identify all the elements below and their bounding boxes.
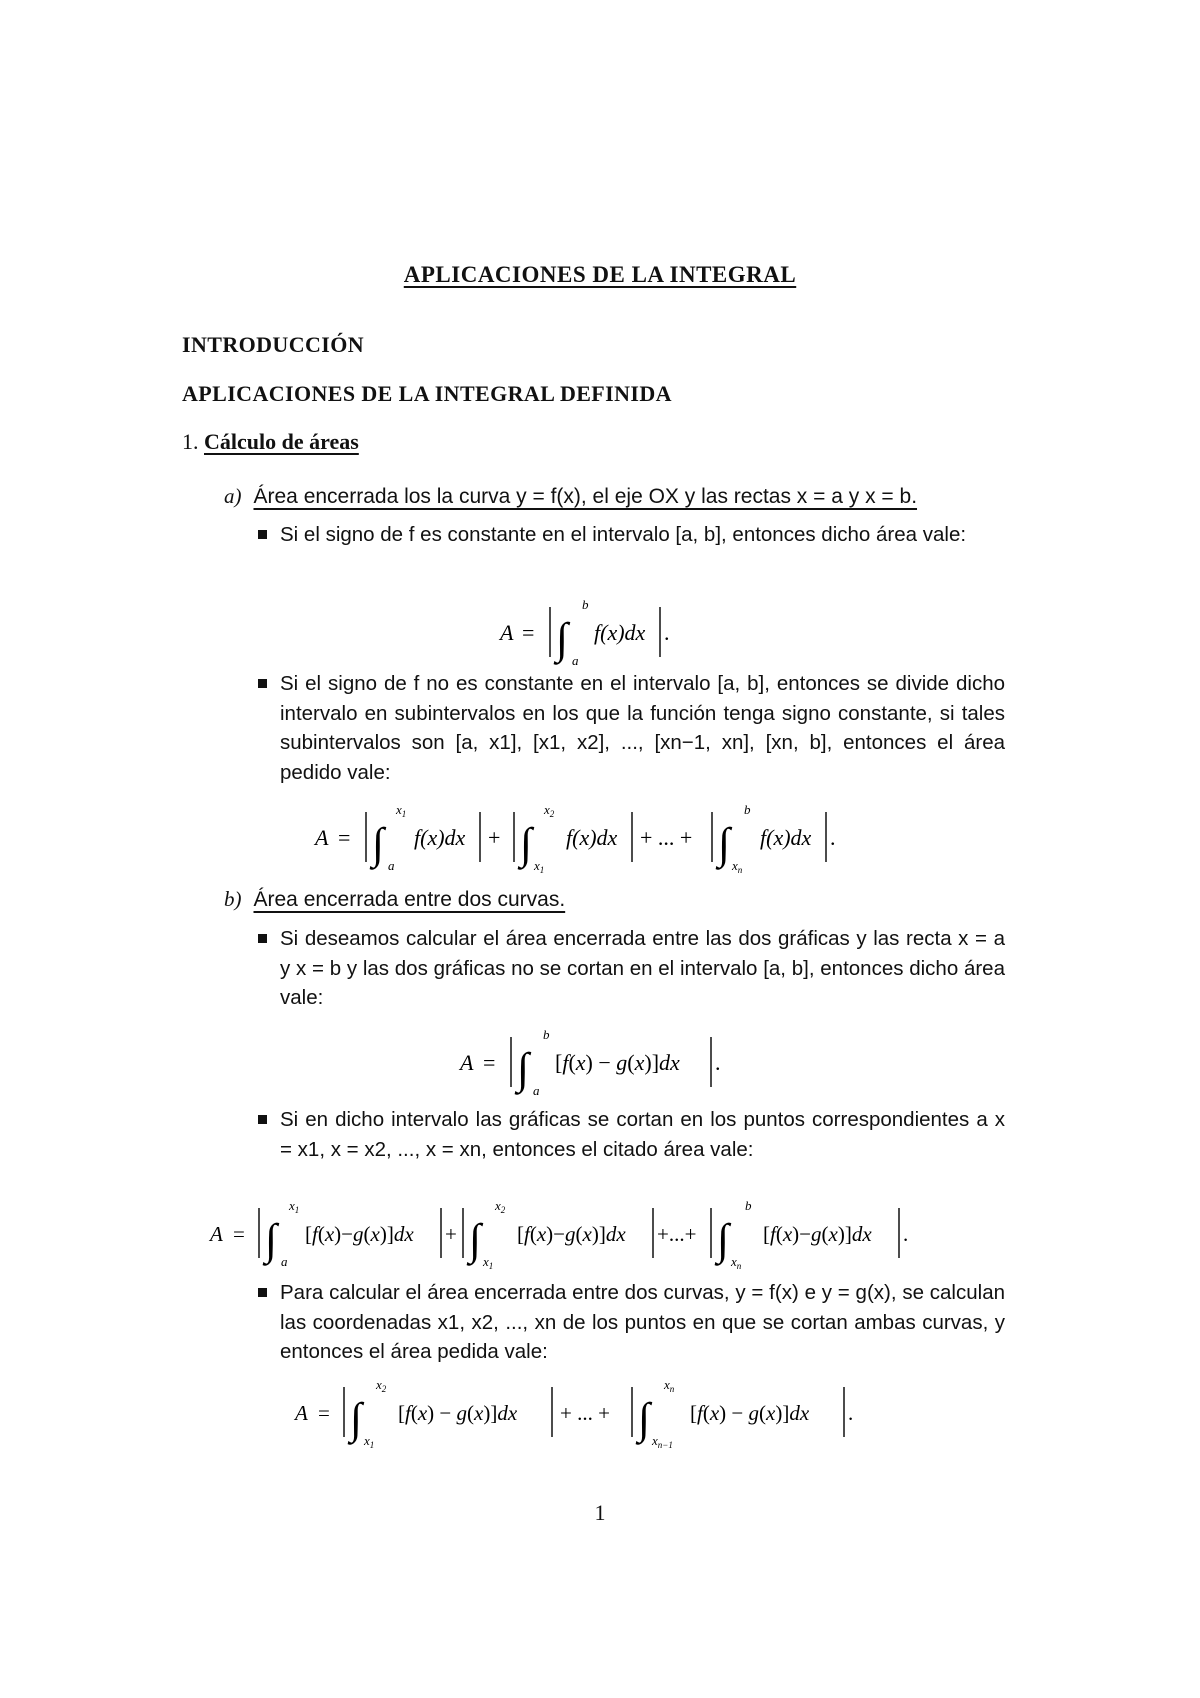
- svg-text:∫: ∫: [520, 819, 533, 868]
- section-title: Cálculo de áreas: [204, 429, 359, 454]
- svg-text:b: b: [582, 597, 589, 612]
- formula-4: [0, 1196, 1200, 1276]
- svg-text:xn−1: $x_{n-1}$: [652, 1433, 673, 1450]
- svg-text:+ ... +: + ... +: [560, 1401, 610, 1425]
- svg-text:∫: ∫: [638, 1394, 651, 1443]
- bullet-a2: Si el signo de f no es constante en el intervalo [a, b], entonces se divide dicho intervalo en subintervalos en los que la función tenga signo constante, si tales subintervalos son [a, x1], [x1, x2], ..., [xn−1, xn], [xn, b], entonces el área pedido vale:: [280, 669, 1005, 787]
- svg-text:x1: $x_1$: [289, 1198, 300, 1215]
- svg-text:=: =: [338, 825, 351, 850]
- subsection-a: [224, 484, 917, 509]
- svg-text:+: +: [445, 1222, 457, 1246]
- document-title: APLICACIONES DE LA INTEGRAL: [403, 262, 797, 287]
- svg-text:A: A: [295, 1401, 308, 1425]
- svg-text:b: b: [543, 1027, 550, 1042]
- svg-text:.: .: [664, 620, 670, 645]
- svg-text:A: A: [210, 1222, 223, 1246]
- svg-text:a: a: [572, 653, 579, 668]
- svg-text:∫: ∫: [718, 819, 731, 868]
- svg-text:x2: $x_2$: [544, 802, 555, 819]
- bullet-a1: Si el signo de f es constante en el intervalo [a, b], entonces dicho área vale:: [280, 520, 1005, 550]
- formula-3: [0, 1025, 1200, 1105]
- subsection-b-label: b): [224, 887, 242, 911]
- svg-text:x1: $x_1$: [396, 802, 407, 819]
- svg-text:x1: $x_1$: [534, 858, 545, 875]
- svg-text:a: a: [533, 1083, 540, 1098]
- formula-1: [0, 595, 1200, 675]
- svg-text:f(x)dx: f(x)dx: [566, 825, 618, 850]
- bullet-b3: Para calcular el área encerrada entre dos curvas, y = f(x) e y = g(x), se calculan las coordenadas x1, x2, ..., xn de los puntos en que se cortan ambas curvas, y entonces el área pedida vale:: [280, 1278, 1005, 1367]
- svg-text:xn: $x_n$: [732, 858, 743, 875]
- svg-text:[f(x)−g(x)]dx: [f(x)−g(x)]dx: [517, 1222, 626, 1246]
- formula-2: [0, 800, 1200, 880]
- subsection-b: [224, 887, 565, 912]
- svg-text:a: a: [388, 858, 395, 873]
- svg-text:=: =: [483, 1050, 496, 1075]
- formula-5-graphic: [290, 1375, 910, 1455]
- svg-text:f(x)dx: f(x)dx: [594, 620, 646, 645]
- subsection-a-text: Área encerrada los la curva y = f(x), el eje OX y las rectas x = a y x = b.: [253, 485, 918, 508]
- svg-text:∫: ∫: [517, 1044, 530, 1093]
- svg-text:b: b: [745, 1198, 752, 1213]
- bullet-b1: Si deseamos calcular el área encerrada entre las dos gráficas y las recta x = a y x = b y las dos gráficas no se cortan en el intervalo [a, b], entonces dicho área vale:: [280, 924, 1005, 1013]
- svg-text:x1: $x_1$: [364, 1433, 375, 1450]
- svg-text:[f(x)−g(x)]dx: [f(x)−g(x)]dx: [305, 1222, 414, 1246]
- svg-text:b: b: [744, 802, 751, 817]
- svg-text:A: A: [315, 825, 329, 850]
- page-number: 1: [594, 1500, 606, 1525]
- svg-text:+ ... +: + ... +: [640, 825, 693, 850]
- svg-text:∫: ∫: [469, 1215, 482, 1264]
- formula-3-graphic: [455, 1025, 745, 1105]
- svg-text:[f(x) − g(x)]dx: [f(x) − g(x)]dx: [690, 1401, 810, 1425]
- svg-text:+: +: [488, 825, 501, 850]
- heading-introduccion: INTRODUCCIÓN: [182, 332, 365, 357]
- subsection-a-label: a): [224, 484, 242, 508]
- section-1-heading: [182, 429, 359, 455]
- svg-text:A: A: [460, 1050, 474, 1075]
- formula-2-graphic: [310, 800, 890, 880]
- heading-integral-definida: APLICACIONES DE LA INTEGRAL DEFINIDA: [182, 381, 672, 406]
- svg-text:x2: $x_2$: [495, 1198, 506, 1215]
- svg-text:a: a: [281, 1254, 288, 1269]
- svg-text:∫: ∫: [556, 614, 569, 663]
- subsection-b-text: Área encerrada entre dos curvas.: [253, 888, 566, 911]
- svg-text:.: .: [715, 1050, 721, 1075]
- svg-text:∫: ∫: [372, 819, 385, 868]
- section-number: 1.: [182, 429, 199, 454]
- svg-text:=: =: [233, 1222, 245, 1246]
- formula-4-graphic: [205, 1196, 995, 1276]
- svg-text:f(x)dx: f(x)dx: [760, 825, 812, 850]
- svg-text:xn: $x_n$: [731, 1254, 742, 1271]
- svg-text:[f(x) − g(x)]dx: [f(x) − g(x)]dx: [555, 1050, 680, 1075]
- svg-text:=: =: [522, 620, 535, 645]
- svg-text:xn: $x_n$: [664, 1377, 675, 1394]
- svg-text:x1: $x_1$: [483, 1254, 494, 1271]
- svg-text:∫: ∫: [265, 1215, 278, 1264]
- formula-1-graphic: [490, 595, 710, 675]
- svg-text:=: =: [318, 1401, 330, 1425]
- svg-text:[f(x)−g(x)]dx: [f(x)−g(x)]dx: [763, 1222, 872, 1246]
- svg-text:∫: ∫: [350, 1394, 363, 1443]
- svg-text:.: .: [830, 825, 836, 850]
- svg-text:[f(x) − g(x)]dx: [f(x) − g(x)]dx: [398, 1401, 518, 1425]
- svg-text:.: .: [848, 1401, 854, 1425]
- formula-5: [0, 1375, 1200, 1455]
- svg-text:+...+: +...+: [657, 1222, 697, 1246]
- svg-text:A: A: [500, 620, 514, 645]
- svg-text:∫: ∫: [717, 1215, 730, 1264]
- svg-text:.: .: [903, 1222, 909, 1246]
- svg-text:x2: $x_2$: [376, 1377, 387, 1394]
- bullet-b2: Si en dicho intervalo las gráficas se cortan en los puntos correspondientes a x = x1, x = x2, ..., x = xn, entonces el citado área vale:: [280, 1105, 1005, 1164]
- svg-text:f(x)dx: f(x)dx: [414, 825, 466, 850]
